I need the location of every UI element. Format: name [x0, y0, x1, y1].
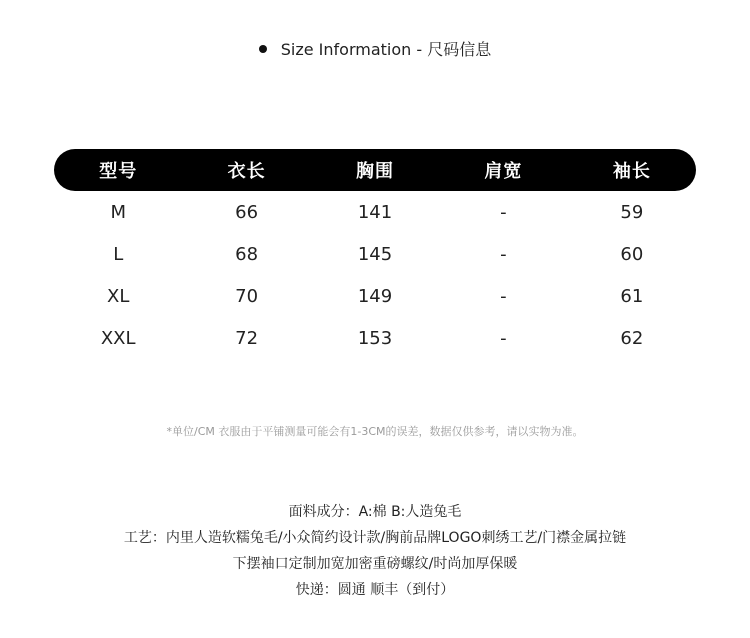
cell-chest: 145 — [357, 243, 393, 265]
craft-detail-info: 下摆袖口定制加宽加密重磅螺纹/时尚加厚保暖 — [232, 556, 518, 572]
fabric-info: 面料成分：A:棉 B:人造兔毛 — [288, 504, 462, 520]
cell-sleeve: 60 — [620, 243, 644, 265]
cell-model: M — [110, 201, 126, 223]
shipping-info: 快递：圆通 顺丰（到付） — [295, 582, 455, 598]
cell-chest: 153 — [357, 327, 393, 349]
header-chest: 胸围 — [356, 161, 395, 182]
cell-length: 66 — [235, 201, 259, 223]
header-length: 衣长 — [227, 161, 266, 182]
section-title — [0, 38, 750, 62]
measurement-note: *单位/CM 衣服由于平铺测量可能会有1-3CM的误差，数据仅供参考，请以实物为准。 — [166, 425, 584, 438]
header-model: 型号 — [99, 161, 138, 182]
cell-sleeve: 62 — [620, 327, 644, 349]
cell-model: L — [113, 243, 124, 265]
product-info — [0, 499, 750, 603]
size-table-header — [54, 149, 696, 191]
cell-shoulder: - — [500, 327, 507, 349]
cell-length: 68 — [235, 243, 259, 265]
craft-info: 工艺：内里人造软糯兔毛/小众简约设计款/胸前品牌LOGO刺绣工艺/门襟金属拉链 — [123, 530, 627, 546]
cell-chest: 141 — [357, 201, 393, 223]
header-sleeve: 袖长 — [612, 161, 651, 182]
table-row — [54, 317, 696, 359]
cell-length: 70 — [235, 285, 259, 307]
section-title-text: Size Information - 尺码信息 — [280, 40, 492, 59]
header-shoulder: 肩宽 — [484, 161, 523, 182]
table-row — [54, 233, 696, 275]
cell-shoulder: - — [500, 243, 507, 265]
cell-sleeve: 59 — [620, 201, 644, 223]
bullet-dot-icon — [259, 45, 267, 53]
cell-model: XL — [107, 285, 130, 307]
table-row — [54, 191, 696, 233]
cell-chest: 149 — [357, 285, 393, 307]
cell-sleeve: 61 — [620, 285, 644, 307]
table-row — [54, 275, 696, 317]
cell-model: XXL — [100, 327, 136, 349]
cell-shoulder: - — [500, 285, 507, 307]
cell-shoulder: - — [500, 201, 507, 223]
cell-length: 72 — [235, 327, 259, 349]
size-table — [54, 149, 696, 359]
